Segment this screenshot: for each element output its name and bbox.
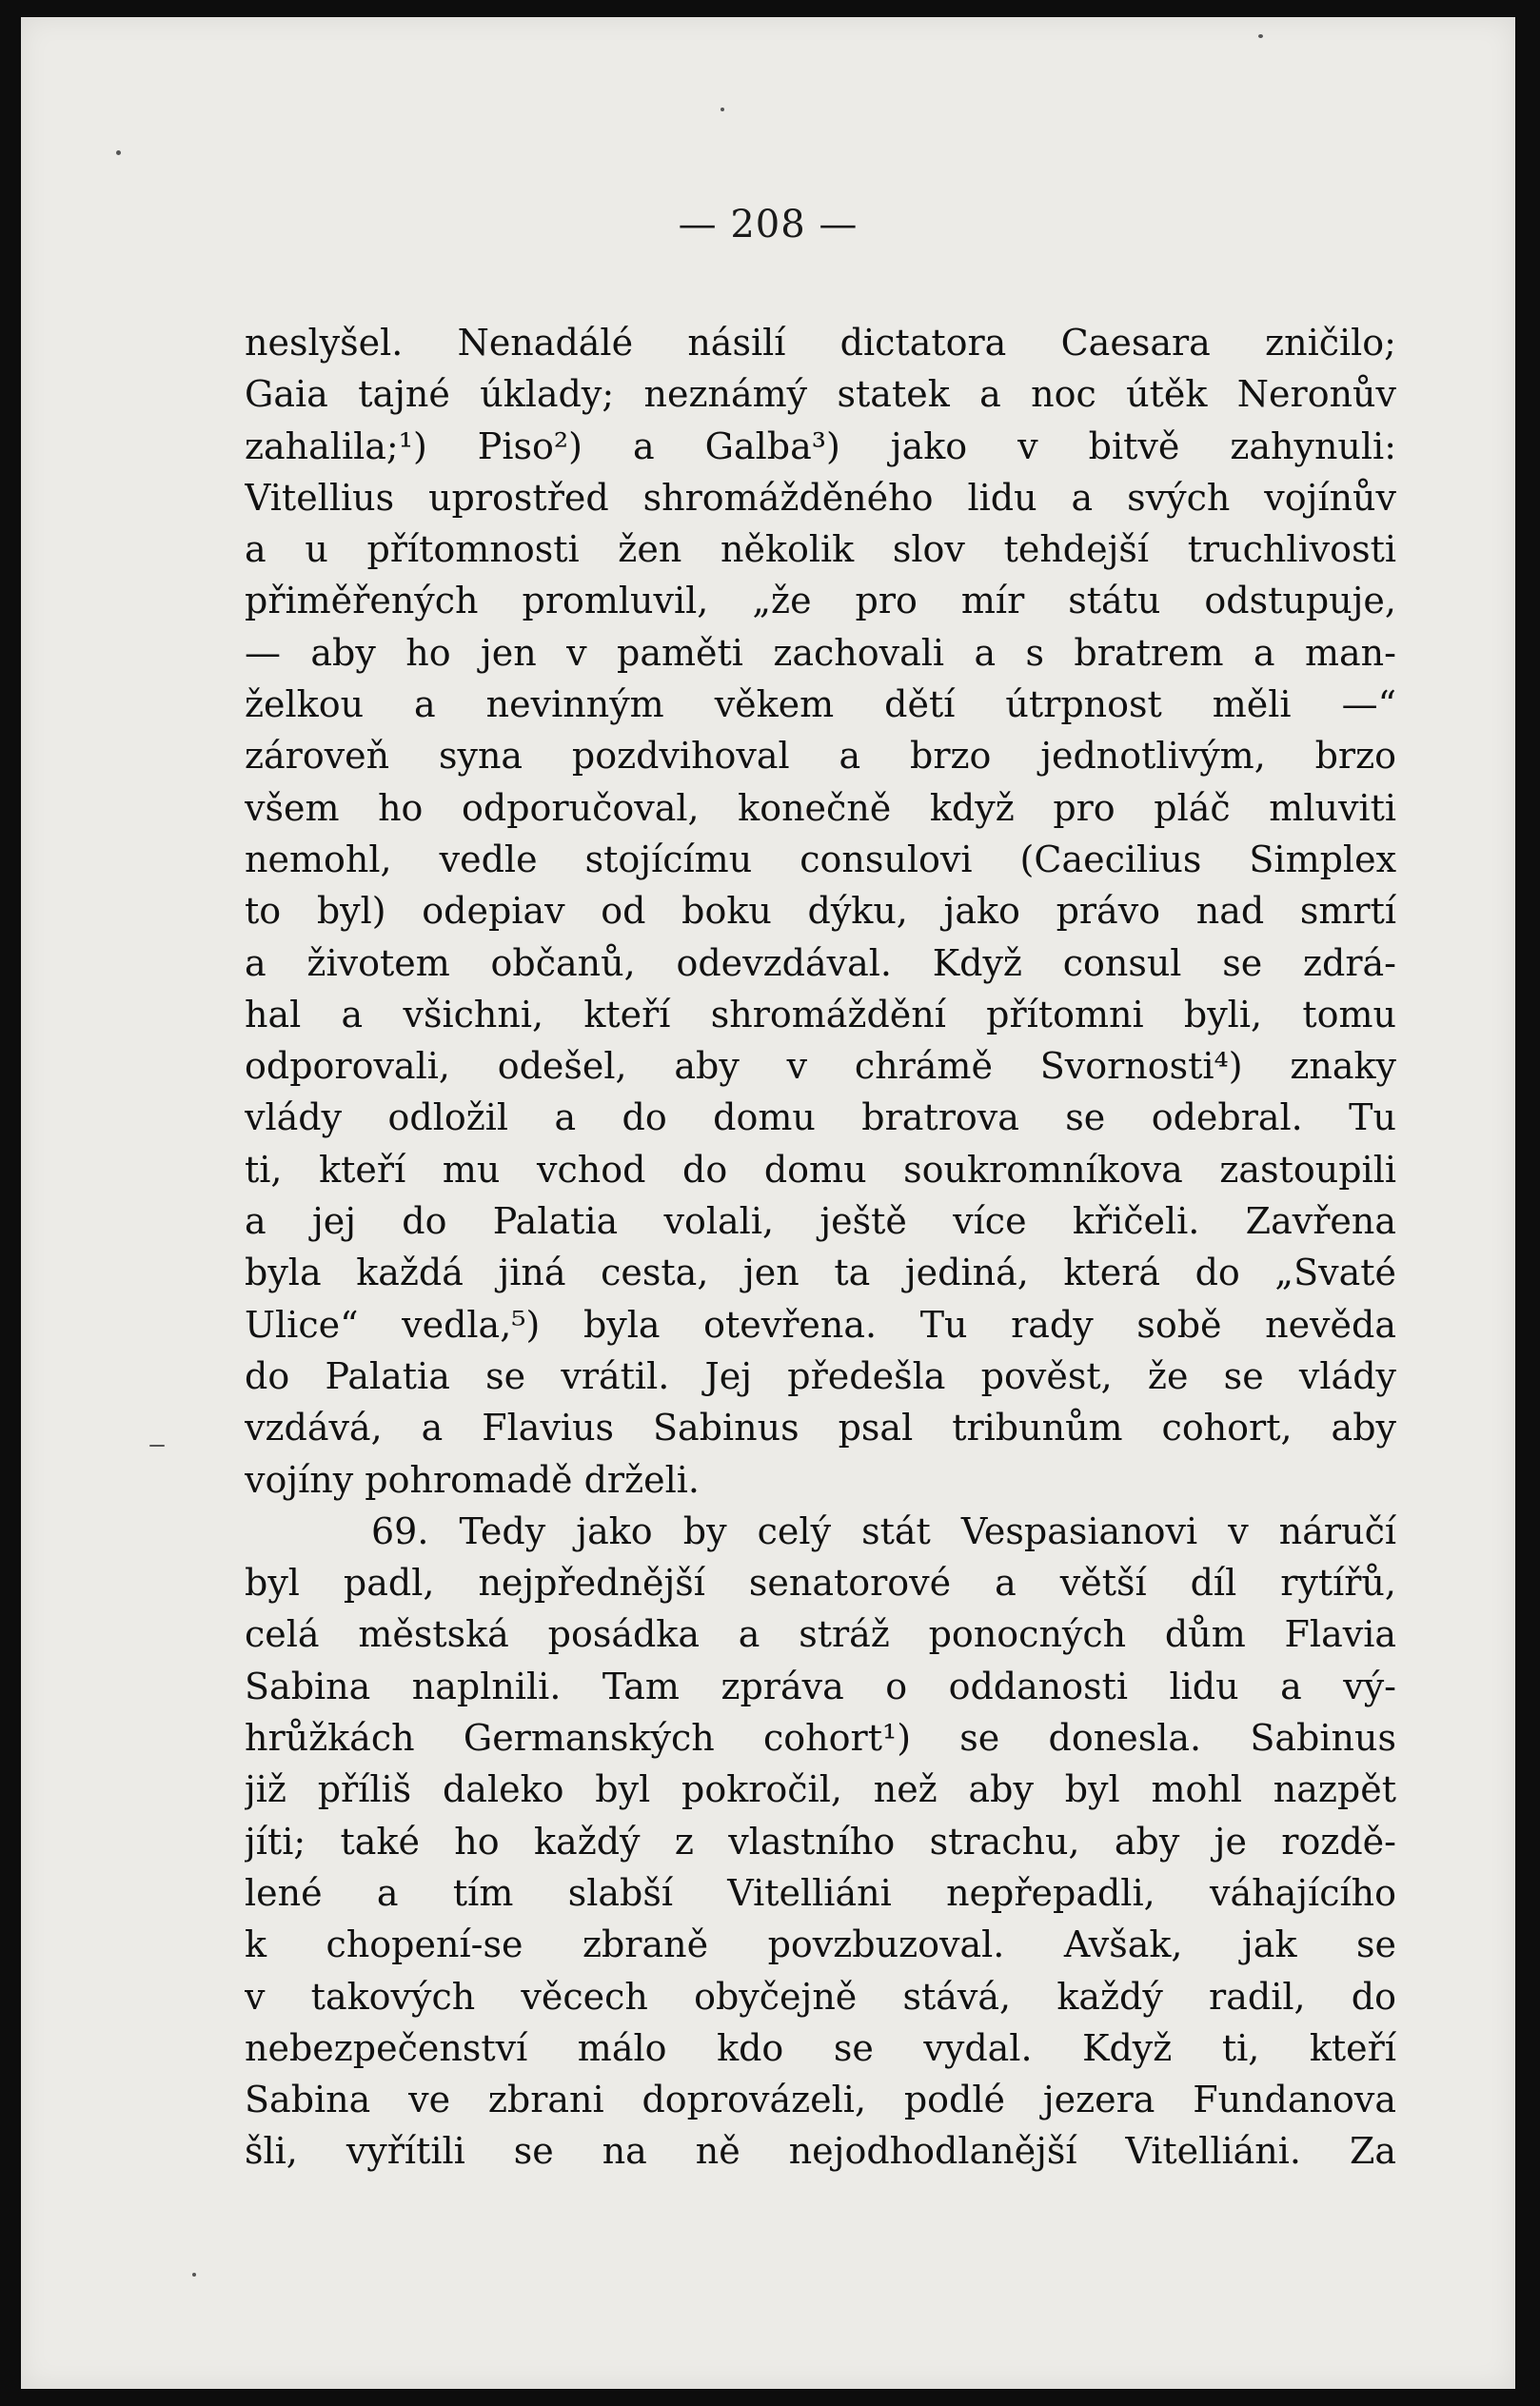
text-line: želkou a nevinným věkem dětí útrpnost měli —“ <box>245 683 1396 726</box>
body-text <box>245 317 1396 2178</box>
text-line: Gaia tajné úklady; neznámý statek a noc útěk Neronův <box>245 373 1396 416</box>
paper-speck <box>1258 34 1263 38</box>
text-line: zároveň syna pozdvihoval a brzo jednotlivým, brzo <box>245 735 1396 778</box>
paper-speck <box>116 150 121 155</box>
text-line: šli, vyřítili se na ně nejodhodlanější Vitelliáni. Za <box>245 2130 1396 2173</box>
text-line: k chopení-se zbraně povzbuzoval. Avšak, jak se <box>245 1923 1396 1966</box>
text-line: přiměřených promluvil, „že pro mír státu odstupuje, <box>245 580 1396 622</box>
text-line: to byl) odepiav od boku dýku, jako právo nad smrtí <box>245 890 1396 933</box>
text-line: do Palatia se vrátil. Jej předešla pověst, že se vlády <box>245 1354 1396 1397</box>
text-line: jíti; také ho každý z vlastního strachu, aby je rozdě- <box>245 1820 1396 1863</box>
text-line: byl padl, nejpřednější senatorové a větší díl rytířů, <box>245 1562 1396 1605</box>
text-line: již příliš daleko byl pokročil, než aby byl mohl nazpět <box>245 1768 1396 1811</box>
text-line: — aby ho jen v paměti zachovali a s bratrem a man- <box>245 631 1396 674</box>
text-line: Ulice“ vedla,⁵) byla otevřena. Tu rady sobě nevěda <box>245 1303 1396 1346</box>
paper-speck <box>721 108 724 111</box>
paper-speck <box>192 2273 196 2277</box>
text-line: Vitellius uprostřed shromážděného lidu a svých vojínův <box>245 476 1396 519</box>
text-line: neslyšel. Nenadálé násilí dictatora Caesara zničilo; <box>245 322 1396 364</box>
text-line: nebezpečenství málo kdo se vydal. Když ti, kteří <box>245 2026 1396 2069</box>
text-line: nemohl, vedle stojícímu consulovi (Caecilius Simplex <box>245 838 1396 880</box>
text-line: byla každá jiná cesta, jen ta jediná, která do „Svaté <box>245 1252 1396 1294</box>
text-line: odporovali, odešel, aby v chrámě Svornosti⁴) znaky <box>245 1045 1396 1088</box>
text-line: hrůžkách Germanských cohort¹) se donesla. Sabinus <box>245 1717 1396 1760</box>
text-line: celá městská posádka a stráž ponocných dům Flavia <box>245 1613 1396 1656</box>
text-line: ti, kteří mu vchod do domu soukromníkova zastoupili <box>245 1148 1396 1191</box>
paper-speck <box>149 1445 165 1447</box>
text-line: 69. Tedy jako by celý stát Vespasianovi v náručí <box>371 1509 1396 1552</box>
text-line: a u přítomnosti žen několik slov tehdejší truchlivosti <box>245 528 1396 571</box>
text-line: Sabina naplnili. Tam zpráva o oddanosti lidu a vý- <box>245 1665 1396 1707</box>
book-page <box>21 17 1515 2389</box>
text-line: a životem občanů, odevzdával. Když consul se zdrá- <box>245 941 1396 984</box>
text-line: vojíny pohromadě drželi. <box>245 1458 700 1501</box>
text-line: v takových věcech obyčejně stává, každý radil, do <box>245 1975 1396 2018</box>
text-line: vzdává, a Flavius Sabinus psal tribunům cohort, aby <box>245 1407 1396 1450</box>
text-line: lené a tím slabší Vitelliáni nepřepadli, váhajícího <box>245 1871 1396 1914</box>
text-line: a jej do Palatia volali, ještě více křičeli. Zavřena <box>245 1200 1396 1243</box>
page-number: — 208 — <box>678 203 859 247</box>
text-line: vlády odložil a do domu bratrova se odebral. Tu <box>245 1096 1396 1139</box>
text-line: všem ho odporučoval, konečně když pro pláč mluviti <box>245 786 1396 829</box>
text-line: hal a všichni, kteří shromáždění přítomni byli, tomu <box>245 993 1396 1035</box>
text-line: Sabina ve zbrani doprovázeli, podlé jezera Fundanova <box>245 2079 1396 2121</box>
text-line: zahalila;¹) Piso²) a Galba³) jako v bitvě zahynuli: <box>245 424 1396 467</box>
